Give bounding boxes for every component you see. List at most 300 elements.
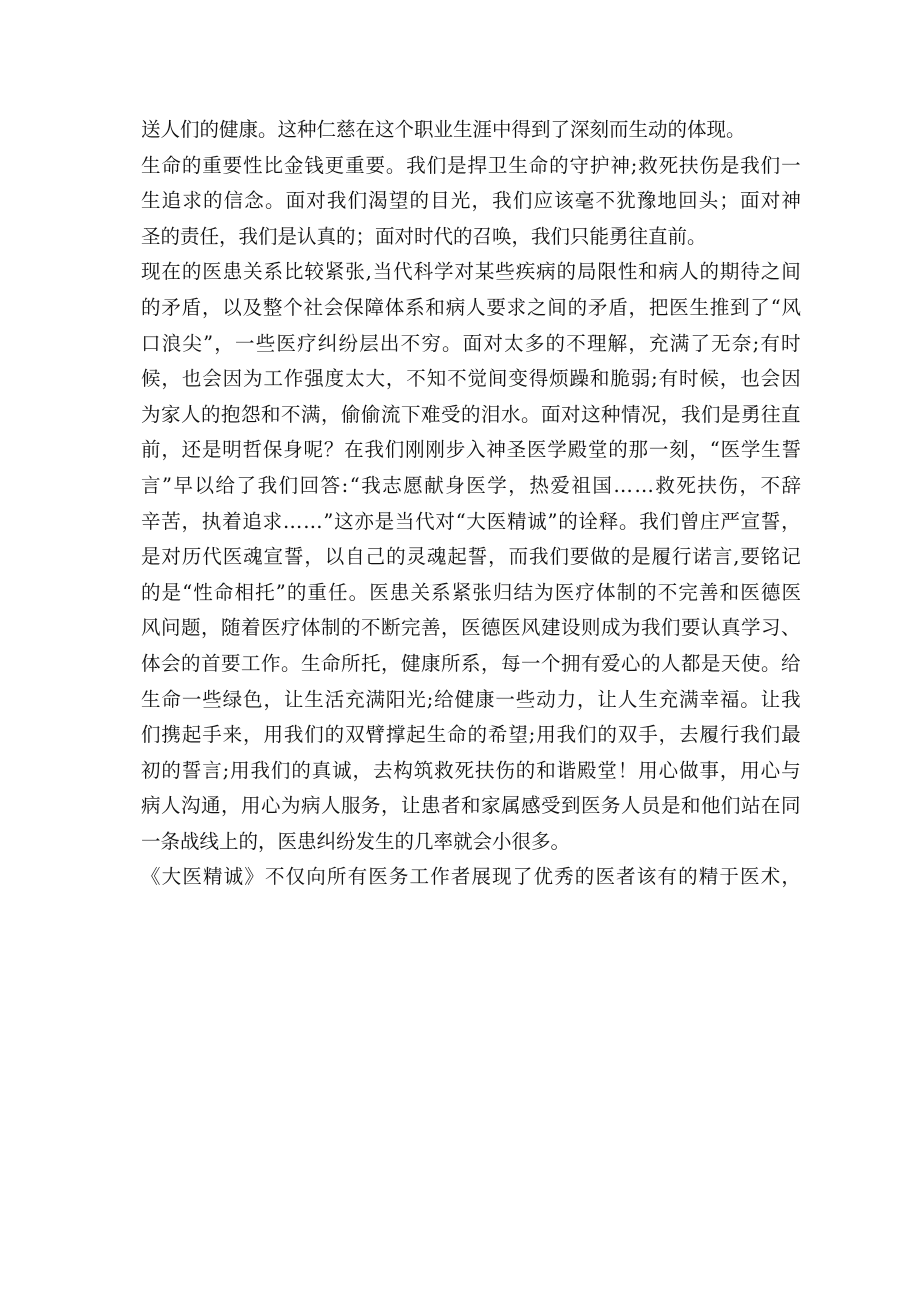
text-char: 。 xyxy=(521,402,541,426)
text-char: ; xyxy=(222,758,230,782)
text-char: 作 xyxy=(283,367,304,391)
text-char: 医 xyxy=(276,331,296,355)
text-line-1: 送人们的健康。这种仁慈在这个职业生涯中得到了深刻而生动的体现。 xyxy=(141,118,746,141)
text-char: 制 xyxy=(616,580,637,604)
text-char: ， xyxy=(381,651,401,675)
text-char: 穷 xyxy=(421,331,441,355)
text-char: 不 xyxy=(657,580,678,604)
text-char: 随 xyxy=(221,616,241,640)
text-char: ， xyxy=(661,402,681,426)
text-char: 下 xyxy=(401,402,421,426)
text-char: 求 xyxy=(182,189,202,213)
text-char: 怨 xyxy=(241,402,261,426)
text-char: 太 xyxy=(504,331,524,355)
text-char: 精 xyxy=(506,509,527,533)
text-char: 为 xyxy=(141,402,161,426)
text-char: 于 xyxy=(719,865,739,889)
text-char: 我 xyxy=(740,723,760,747)
text-char: 障 xyxy=(364,295,384,319)
text-char: 有 xyxy=(760,331,780,355)
text-char: “ xyxy=(349,473,360,497)
text-char: ; xyxy=(528,723,536,747)
text-char: 们 xyxy=(659,509,680,533)
text-char: 较 xyxy=(304,260,324,284)
text-char: 因 xyxy=(781,367,801,391)
text-char: ” xyxy=(162,473,172,497)
text-char: 让 xyxy=(283,687,304,711)
text-char: 和 xyxy=(461,794,481,818)
text-char: 记 xyxy=(781,545,801,569)
text-char: 理 xyxy=(586,331,607,355)
text-char: 通 xyxy=(201,794,221,818)
text-char: 善 xyxy=(421,616,441,640)
text-char: 们 xyxy=(721,794,741,818)
text-char: 了 xyxy=(690,331,710,355)
text-char: 受 xyxy=(441,402,461,426)
text-char: 这 xyxy=(334,509,354,533)
text-char: 是 xyxy=(631,545,651,569)
text-char: 誓 xyxy=(467,545,488,569)
text-char: 术 xyxy=(760,865,781,889)
text-line-3 xyxy=(141,183,801,219)
text-char: 最 xyxy=(781,723,801,747)
text-char: 面 xyxy=(740,189,760,213)
text-char: 哲 xyxy=(242,438,263,462)
text-char: 曾 xyxy=(679,509,700,533)
text-char: 些 xyxy=(515,687,536,711)
text-char: 以 xyxy=(324,545,345,569)
text-char: 者 xyxy=(441,794,461,818)
text-char: 。 xyxy=(281,651,301,675)
text-char: ; xyxy=(426,687,434,711)
text-char: 护 xyxy=(589,153,610,177)
text-char: 圣 xyxy=(506,438,527,462)
text-char: 要 xyxy=(740,545,760,569)
text-char: 释 xyxy=(598,509,619,533)
text-char: 救 xyxy=(434,758,454,782)
text-char: “ xyxy=(182,580,193,604)
text-char: 对 xyxy=(561,402,581,426)
text-char: 不 xyxy=(361,616,381,640)
text-char: 们 xyxy=(278,473,299,497)
text-char: 起 xyxy=(406,723,426,747)
text-char: 用 xyxy=(230,758,250,782)
text-char: 人 xyxy=(661,651,681,675)
text-char: 代 xyxy=(202,545,222,569)
text-char: ， xyxy=(628,331,648,355)
text-char: 作 xyxy=(261,651,281,675)
text-char: 渴 xyxy=(368,189,388,213)
text-char: 呢 xyxy=(303,438,324,462)
text-char: 初 xyxy=(141,758,161,782)
text-char: 患 xyxy=(421,794,441,818)
text-char: 着 xyxy=(222,509,242,533)
text-char: 臂 xyxy=(365,723,385,747)
text-char: ， xyxy=(181,509,202,533)
text-char: 了 xyxy=(750,295,770,319)
text-char: 与 xyxy=(781,758,801,782)
text-char: 不 xyxy=(406,367,426,391)
text-char: 面 xyxy=(462,331,483,355)
text-char: 比 xyxy=(263,153,283,177)
text-char: 医 xyxy=(501,616,521,640)
text-char: 抱 xyxy=(221,402,241,426)
text-char: 是 xyxy=(447,153,467,177)
text-char: 为 xyxy=(621,616,641,640)
text-char: 康 xyxy=(474,687,495,711)
text-char: 某 xyxy=(474,260,495,284)
text-char: 对 xyxy=(483,331,503,355)
text-char: 命 xyxy=(213,580,234,604)
text-char: … xyxy=(634,473,654,497)
text-char: 层 xyxy=(359,331,379,355)
text-char: 誓 xyxy=(283,545,304,569)
text-char: 大 xyxy=(466,509,486,533)
text-char: 学 xyxy=(547,438,567,462)
text-char: 要 xyxy=(222,153,243,177)
text-char: 觉 xyxy=(467,367,488,391)
text-char: 让 xyxy=(760,687,781,711)
text-char: 纷 xyxy=(338,331,359,355)
text-char: 的 xyxy=(181,153,202,177)
text-char: 学 xyxy=(487,473,507,497)
text-char: 命 xyxy=(321,651,341,675)
text-char: 钱 xyxy=(304,153,324,177)
text-char: ， xyxy=(577,687,597,711)
text-char: 限 xyxy=(597,260,617,284)
text-char: 我 xyxy=(364,438,384,462)
text-char: 秀 xyxy=(554,865,574,889)
text-char: 到 xyxy=(561,794,581,818)
text-char: 们 xyxy=(760,153,781,177)
text-char: … xyxy=(282,509,303,533)
text-char: 医 xyxy=(202,260,222,284)
text-char: 太 xyxy=(345,367,365,391)
text-char: 扶 xyxy=(679,153,699,177)
text-char: 《 xyxy=(141,865,161,889)
text-char: 伤 xyxy=(699,153,719,177)
text-char: ， xyxy=(781,509,801,533)
text-char: 力 xyxy=(556,687,577,711)
text-char: 的 xyxy=(161,758,181,782)
text-char: 浪 xyxy=(161,331,182,355)
text-char: 的 xyxy=(678,865,698,889)
text-char: 医 xyxy=(526,438,547,462)
text-char: 要 xyxy=(365,153,385,177)
text-char: 历 xyxy=(181,545,202,569)
text-char: 为 xyxy=(534,580,554,604)
text-line-8 xyxy=(141,361,801,397)
text-char: 完 xyxy=(678,580,698,604)
text-char: 刻 xyxy=(669,438,689,462)
text-char: 和 xyxy=(681,794,701,818)
text-char: 性 xyxy=(243,153,263,177)
text-char: 情 xyxy=(621,402,641,426)
text-char: 患 xyxy=(222,260,243,284)
text-char: 病 xyxy=(658,260,679,284)
text-char: 家 xyxy=(481,794,501,818)
text-char: 家 xyxy=(161,402,181,426)
text-char: 推 xyxy=(709,295,730,319)
text-char: 代 xyxy=(415,509,435,533)
text-char: 面 xyxy=(541,402,561,426)
text-char: 、 xyxy=(781,616,801,640)
text-char: ， xyxy=(352,758,373,782)
text-char: 待 xyxy=(740,260,760,284)
text-char: 风 xyxy=(141,616,161,640)
text-char: 是 xyxy=(719,153,740,177)
text-char: 偷 xyxy=(361,402,381,426)
text-char: 执 xyxy=(201,509,222,533)
text-char: 重 xyxy=(345,153,365,177)
text-char: 一 xyxy=(648,438,669,462)
text-char: 和 xyxy=(589,367,610,391)
text-char: … xyxy=(303,509,323,533)
text-char: ， xyxy=(385,367,406,391)
text-char: 卫 xyxy=(487,153,508,177)
text-char: 现 xyxy=(492,865,512,889)
text-char: 献 xyxy=(424,473,444,497)
text-char: ; xyxy=(630,153,638,177)
text-char: 医 xyxy=(261,616,281,640)
text-char: 我 xyxy=(492,189,512,213)
text-char: 追 xyxy=(161,189,182,213)
text-char: 们 xyxy=(760,723,781,747)
text-char: 行 xyxy=(671,545,692,569)
text-char: 的 xyxy=(699,260,720,284)
text-char: 人 xyxy=(161,794,181,818)
text-char: ， xyxy=(719,367,740,391)
text-char: 学 xyxy=(434,260,454,284)
text-char: 系 xyxy=(431,580,451,604)
text-char: 毫 xyxy=(574,189,595,213)
text-char: 员 xyxy=(641,794,661,818)
text-char: 地 xyxy=(657,189,677,213)
text-char: 我 xyxy=(641,616,661,640)
text-char: 的 xyxy=(597,723,617,747)
text-char: 有 xyxy=(657,865,677,889)
text-char: 一 xyxy=(521,651,541,675)
text-char: 德 xyxy=(760,580,781,604)
text-char: 们 xyxy=(512,189,533,213)
text-char: 的 xyxy=(409,189,430,213)
text-char: 履 xyxy=(651,545,672,569)
text-char: 诺 xyxy=(692,545,712,569)
text-char: 心 xyxy=(621,651,641,675)
text-char: 的 xyxy=(549,153,569,177)
text-char: 己 xyxy=(365,545,386,569)
text-char: 口 xyxy=(141,331,161,355)
text-char: 让 xyxy=(597,687,617,711)
text-char: 以 xyxy=(194,473,215,497)
text-char: 亦 xyxy=(354,509,374,533)
text-char: 目 xyxy=(430,189,450,213)
text-char: 医 xyxy=(581,794,601,818)
text-char: 对 xyxy=(306,189,326,213)
text-char: 言 xyxy=(202,758,222,782)
text-char: 系 xyxy=(405,295,425,319)
text-char: 用 xyxy=(263,723,283,747)
text-char: 死 xyxy=(454,758,475,782)
text-line-22 xyxy=(141,859,801,895)
text-char: 命 xyxy=(447,723,467,747)
text-char: … xyxy=(613,473,633,497)
text-char: 医 xyxy=(369,580,389,604)
text-char: 追 xyxy=(242,509,262,533)
text-char: ” xyxy=(323,509,334,533)
text-char: 愿 xyxy=(403,473,423,497)
text-char: 爱 xyxy=(550,473,570,497)
text-char: 行 xyxy=(719,723,740,747)
text-char: 会 xyxy=(161,651,181,675)
text-char: 自 xyxy=(345,545,365,569)
text-char: 用 xyxy=(536,723,556,747)
text-char: 在 xyxy=(344,438,364,462)
text-char: 心 xyxy=(760,758,781,782)
text-char: 诚 xyxy=(527,509,547,533)
text-char: 尖 xyxy=(182,331,202,355)
text-char: 。 xyxy=(442,331,462,355)
text-char: 阳 xyxy=(385,687,406,711)
text-char: 德 xyxy=(481,616,501,640)
text-char: 所 xyxy=(341,651,361,675)
text-char: 给 xyxy=(434,687,454,711)
text-char: 会 xyxy=(323,295,344,319)
text-char: 对 xyxy=(454,260,474,284)
text-char: 金 xyxy=(283,153,304,177)
text-char: 我 xyxy=(556,723,577,747)
text-char: 体 xyxy=(301,616,321,640)
text-char: 们 xyxy=(661,616,681,640)
text-char: 出 xyxy=(379,331,400,355)
text-char: 生 xyxy=(304,687,324,711)
text-char: 给 xyxy=(215,473,236,497)
text-char: 幸 xyxy=(699,687,719,711)
text-char: 成 xyxy=(601,616,621,640)
text-char: 盾 xyxy=(608,295,628,319)
text-char: 誓 xyxy=(181,758,202,782)
text-char: ， xyxy=(381,794,401,818)
text-char: 捍 xyxy=(467,153,488,177)
text-char: 无 xyxy=(711,331,731,355)
text-char: 对 xyxy=(760,189,781,213)
text-char: 我 xyxy=(326,189,347,213)
text-char: 的 xyxy=(637,580,657,604)
text-char: 同 xyxy=(781,794,801,818)
text-char: ， xyxy=(719,758,740,782)
text-char: 不 xyxy=(595,189,615,213)
text-char: 天 xyxy=(721,651,741,675)
text-char: 间 xyxy=(781,260,801,284)
text-char: 身 xyxy=(283,438,303,462)
text-char: 的 xyxy=(467,723,488,747)
text-char: 来 xyxy=(222,723,243,747)
text-char: 病 xyxy=(536,260,556,284)
text-char: 满 xyxy=(301,402,321,426)
text-char: 会 xyxy=(202,367,222,391)
text-char: 要 xyxy=(681,616,701,640)
text-char: 局 xyxy=(576,260,597,284)
text-char: 医 xyxy=(368,865,388,889)
text-char: 的 xyxy=(141,580,161,604)
text-char: 候 xyxy=(699,367,719,391)
text-char: 死 xyxy=(658,153,679,177)
text-char: 早 xyxy=(173,473,194,497)
text-char: 患 xyxy=(389,580,410,604)
text-char: 感 xyxy=(521,794,541,818)
text-char: 堂 xyxy=(587,438,608,462)
text-char: 大 xyxy=(365,367,385,391)
text-char: 着 xyxy=(241,616,261,640)
text-char: 健 xyxy=(401,651,421,675)
text-char: 是 xyxy=(141,545,161,569)
text-char: 精 xyxy=(202,865,223,889)
text-char: 们 xyxy=(577,723,597,747)
text-char: 生 xyxy=(141,687,161,711)
text-char: 双 xyxy=(345,723,365,747)
text-char: 们 xyxy=(549,545,569,569)
text-char: 面 xyxy=(285,189,306,213)
text-char: 誓 xyxy=(760,509,781,533)
text-char: 时 xyxy=(781,331,801,355)
text-char: 学 xyxy=(740,438,761,462)
text-char: 我 xyxy=(781,687,801,711)
text-char: 都 xyxy=(681,651,701,675)
text-char: 所 xyxy=(326,865,347,889)
text-char: 往 xyxy=(761,402,781,426)
text-char: 》 xyxy=(244,865,264,889)
text-char: 间 xyxy=(547,295,567,319)
text-char: ， xyxy=(263,687,283,711)
text-char: ， xyxy=(488,545,508,569)
text-char: ， xyxy=(441,616,461,640)
text-char: 们 xyxy=(304,723,324,747)
text-char: 人 xyxy=(321,794,341,818)
text-char: 健 xyxy=(454,687,475,711)
text-char: 我 xyxy=(639,509,659,533)
text-char: 我 xyxy=(250,758,271,782)
text-char: 不 xyxy=(760,473,780,497)
text-char: “ xyxy=(455,509,466,533)
text-char: 那 xyxy=(628,438,649,462)
text-char: 躁 xyxy=(569,367,590,391)
text-char: 的 xyxy=(291,758,311,782)
text-char: 医 xyxy=(595,865,615,889)
text-line-18 xyxy=(141,717,801,753)
text-char: 关 xyxy=(410,580,430,604)
text-char: 。 xyxy=(385,153,406,177)
text-char: 重 xyxy=(307,580,327,604)
text-char: 用 xyxy=(740,758,760,782)
text-char: 祖 xyxy=(571,473,591,497)
text-char: 的 xyxy=(341,616,361,640)
text-char: 优 xyxy=(533,865,553,889)
text-char: 双 xyxy=(617,723,638,747)
text-char: 多 xyxy=(524,331,545,355)
text-char: 们 xyxy=(426,153,447,177)
text-char: : xyxy=(341,473,349,497)
text-char: 做 xyxy=(679,758,699,782)
text-char: 撑 xyxy=(385,723,406,747)
text-char: 充 xyxy=(345,687,365,711)
text-char: ， xyxy=(471,189,492,213)
text-line-17 xyxy=(141,682,801,718)
text-char: 生 xyxy=(141,189,161,213)
text-char: 间 xyxy=(487,367,508,391)
text-char: 归 xyxy=(492,580,513,604)
text-char: ” xyxy=(547,509,558,533)
text-char: 疗 xyxy=(297,331,317,355)
